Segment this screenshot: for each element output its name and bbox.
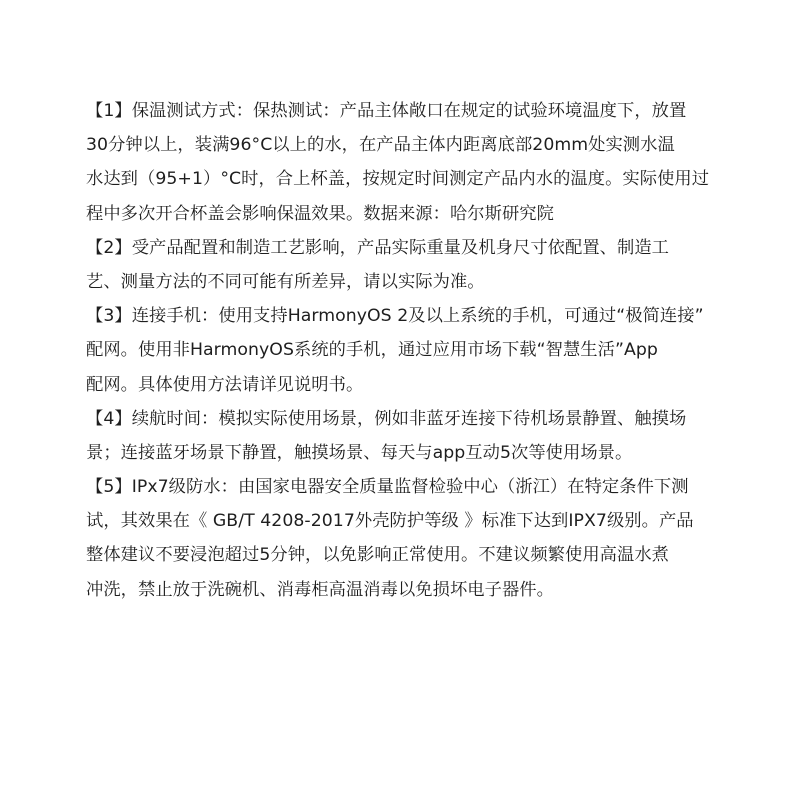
note-line: 30分钟以上，装满96°C以上的水，在产品主体内距离底部20mm处实测水温 — [86, 135, 675, 156]
note-4 — [86, 402, 716, 470]
footnotes-text-block — [86, 94, 716, 607]
note-line: 【4】续航时间：模拟实际使用场景，例如非蓝牙连接下待机场景静置、触摸场 — [86, 408, 687, 429]
note-3 — [86, 299, 716, 402]
note-line: 【1】保温测试方式：保热测试：产品主体敞口在规定的试验环境温度下，放置 — [86, 101, 687, 121]
note-line: 配网。使用非HarmonyOS系统的手机，通过应用市场下载“智慧生活”App — [86, 340, 658, 361]
note-line: 【3】连接手机：使用支持HarmonyOS 2及以上系统的手机，可通过“极简连接” — [86, 306, 704, 327]
note-2 — [86, 231, 716, 299]
note-line: 整体建议不要浸泡超过5分钟，以免影响正常使用。不建议频繁使用高温水煮 — [86, 545, 669, 566]
note-line: 试，其效果在《 GB/T 4208-2017外壳防护等级 》标准下达到IPX7级别。产品 — [86, 511, 694, 532]
note-5 — [86, 470, 716, 607]
note-line: 配网。具体使用方法请详见说明书。 — [86, 374, 364, 395]
note-line: 程中多次开合杯盖会影响保温效果。数据来源：哈尔斯研究院 — [86, 203, 554, 224]
note-line: 景；连接蓝牙场景下静置，触摸场景、每天与app互动5次等使用场景。 — [86, 442, 633, 463]
note-line: 【5】IPx7级防水：由国家电器安全质量监督检验中心（浙江）在特定条件下测 — [86, 477, 689, 498]
note-line: 冲洗，禁止放于洗碗机、消毒柜高温消毒以免损坏电子器件。 — [86, 579, 554, 600]
note-line: 【2】受产品配置和制造工艺影响，产品实际重量及机身尺寸依配置、制造工 — [86, 237, 669, 258]
note-line: 水达到（95+1）°C时，合上杯盖，按规定时间测定产品内水的温度。实际使用过 — [86, 169, 710, 190]
note-1 — [86, 94, 716, 231]
note-line: 艺、测量方法的不同可能有所差异，请以实际为准。 — [86, 271, 485, 292]
